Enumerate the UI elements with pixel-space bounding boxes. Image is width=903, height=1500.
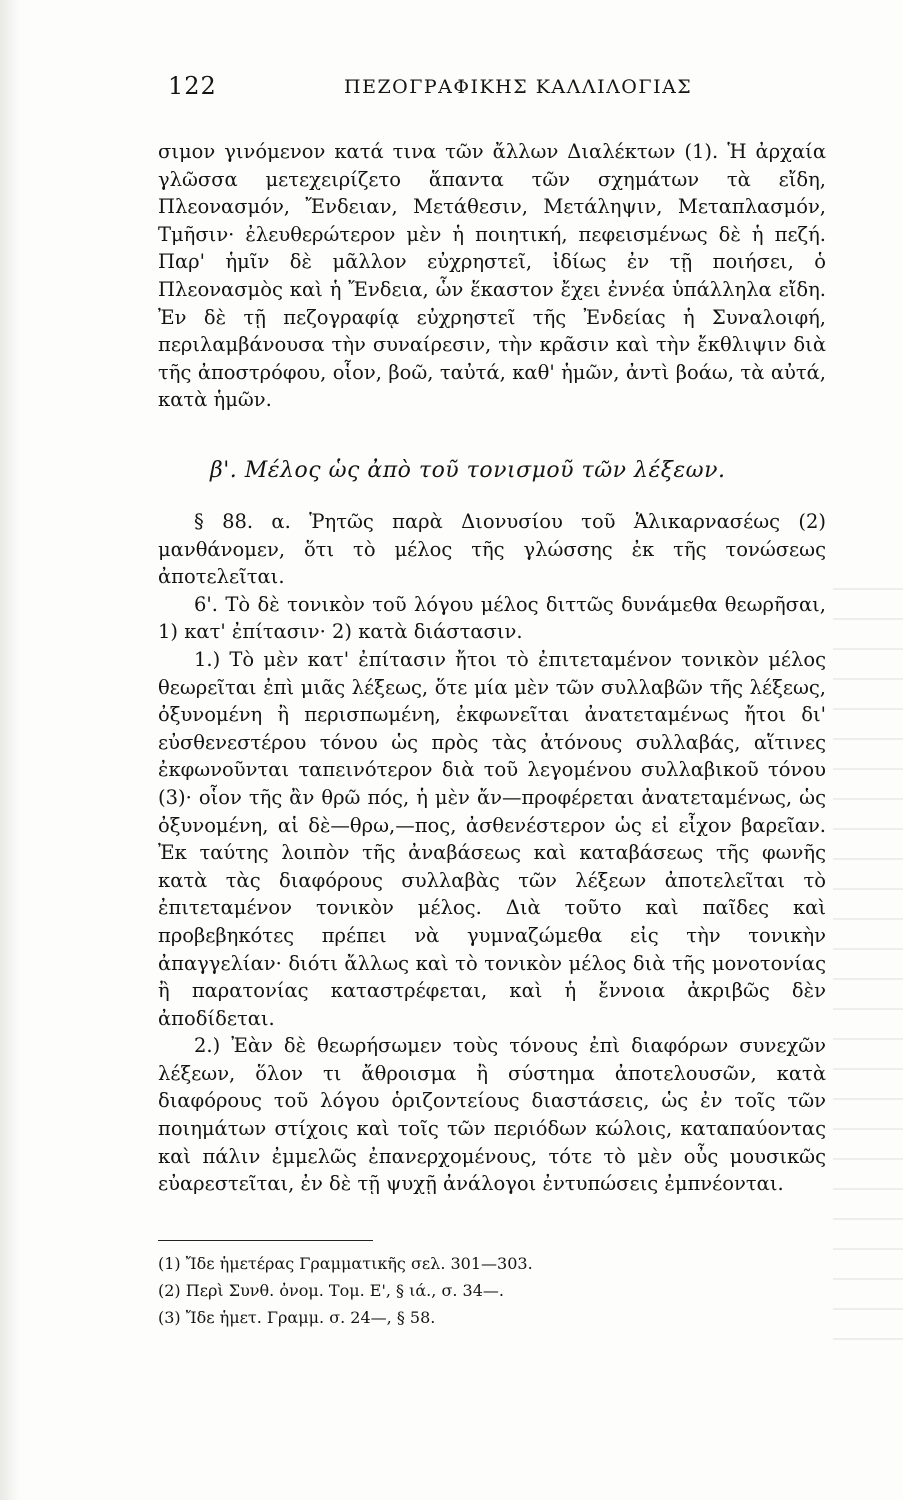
- bleed-through-texture: [833, 560, 903, 1340]
- section-88-b: 6'. Τὸ δὲ τονικὸν τοῦ λόγου μέλος διττῶς δυνάμεθα θεωρῆσαι, 1) κατ' ἐπίτασιν· 2) κατὰ διάστασιν.: [158, 592, 826, 644]
- point-2-paragraph: 2.) Ἐὰν δὲ θεωρήσωμεν τοὺς τόνους ἐπὶ διαφόρων συνεχῶν λέξεων, ὅλον τι ἄθροισμα ἢ σύστημα ἀποτελουσῶν, κατὰ διαφόρους τοῦ λόγου ὁριζοντείους διαστάσεις, ὡς ἐν τοῖς τῶν ποιημάτων στίχοις καὶ τοῖς τῶν περιόδων κώλοις, καταπαύοντας καὶ πάλιν ἐμμελῶς ἐπανερχομένους, τότε τὸ μὲν οὖς μουσικῶς εὐαρεστεῖται, ἐν δὲ τῇ ψυχῇ ἀνάλογοι ἐντυπώσεις ἐμπνέονται.: [158, 1034, 826, 1196]
- page-gutter-shadow: [0, 0, 20, 1500]
- page-header: [168, 72, 768, 112]
- section-88-body: [158, 508, 826, 1198]
- footnotes: [158, 1250, 533, 1331]
- footnote-3: (3) Ἴδε ἡμετ. Γραμμ. σ. 24—, § 58.: [158, 1308, 436, 1327]
- point-1-paragraph: 1.) Τὸ μὲν κατ' ἐπίτασιν ἤτοι τὸ ἐπιτεταμένον τονικὸν μέλος θεωρεῖται ἐπὶ μιᾶς λέξεως, ὅτε μία μὲν τῶν συλλαβῶν τῆς λέξεως, ὀξυνομένη ἢ περισπωμένη, ἐκφωνεῖται ἀνατεταμένως ἤτοι δι' εὐσθενεστέρου τόνου ὡς πρὸς τὰς ἀτόνους συλλαβάς, αἵτινες ἐκφωνοῦνται ταπεινότερον διὰ τοῦ λεγομένου συλλαβικοῦ τόνου (3)· οἷον τῆς ἂν θρῶ πός, ἡ μὲν ἄν—προφέρεται ἀνατεταμένως, ὡς ὀξυνομένη, αἱ δὲ—θρω,—πος, ἀσθενέστερον ὡς εἰ εἶχον βαρεῖαν. Ἐκ ταύτης λοιπὸν τῆς ἀναβάσεως καὶ καταβάσεως τῆς φωνῆς κατὰ τὰς διαφόρους συλλαβὰς τῶν λέξεων ἀποτελεῖται τὸ ἐπιτεταμένον τονικὸν μέλος. Διὰ τοῦτο καὶ παῖδες καὶ προβεβηκότες πρέπει νὰ γυμναζώμεθα εἰς τὴν τονικὴν ἀπαγγελίαν· διότι ἄλλως καὶ τὸ τονικὸν μέλος διὰ τῆς μονοτονίας ἢ παρατονίας καταστρέφεται, καὶ ἡ ἔννοια ἀκριβῶς δὲν ἀποδίδεται.: [158, 647, 826, 1030]
- section-heading: β'. Μέλος ὡς ἀπὸ τοῦ τονισμοῦ τῶν λέξεων.: [210, 458, 726, 483]
- footnote-1: (1) Ἴδε ἡμετέρας Γραμματικῆς σελ. 301—303.: [158, 1254, 533, 1273]
- footnote-rule: [158, 1240, 373, 1241]
- section-88-a: § 88. α. Ῥητῶς παρὰ Διονυσίου τοῦ Ἁλικαρνασέως (2) μανθάνομεν, ὅτι τὸ μέλος τῆς γλώσσης ἐκ τῆς τονώσεως ἀποτελεῖται.: [158, 510, 826, 589]
- page-number: 122: [168, 72, 217, 100]
- paragraph-text: σιμον γινόμενον κατά τινα τῶν ἄλλων Διαλέκτων (1). Ἡ ἀρχαία γλῶσσα μετεχειρίζετο ἅπαντα τῶν σχημάτων τὰ εἴδη, Πλεονασμόν, Ἔνδειαν, Μετάθεσιν, Μετάληψιν, Μεταπλασμόν, Τμῆσιν· ἐλευθερώτερον μὲν ἡ ποιητική, πεφεισμένως δὲ ἡ πεζή. Παρ' ἡμῖν δὲ μᾶλλον εὐχρηστεῖ, ἰδίως ἐν τῇ ποιήσει, ὁ Πλεονασμὸς καὶ ἡ Ἔνδεια, ὧν ἕκαστον ἔχει ἐννέα ὑπάλληλα εἴδη. Ἐν δὲ τῇ πεζογραφίᾳ εὐχρηστεῖ τῆς Ἐνδείας ἡ Συναλοιφή, περιλαμβάνουσα τὴν συναίρεσιν, τὴν κρᾶσιν καὶ τὴν ἔκθλιψιν διὰ τῆς ἀποστρόφου, οἷον, βοῶ, ταὐτά, καθ' ἡμῶν, ἀντὶ βοάω, τὰ αὐτά, κατὰ ἡμῶν.: [158, 140, 826, 412]
- running-title: ΠΕΖΟΓΡΑΦΙΚΗΣ ΚΑΛΛΙΛΟΓΙΑΣ: [344, 76, 693, 98]
- paragraph-continuation: [158, 138, 826, 414]
- footnote-2: (2) Περὶ Συνθ. ὀνομ. Τομ. Ε', § ιά., σ. 34—.: [158, 1281, 504, 1300]
